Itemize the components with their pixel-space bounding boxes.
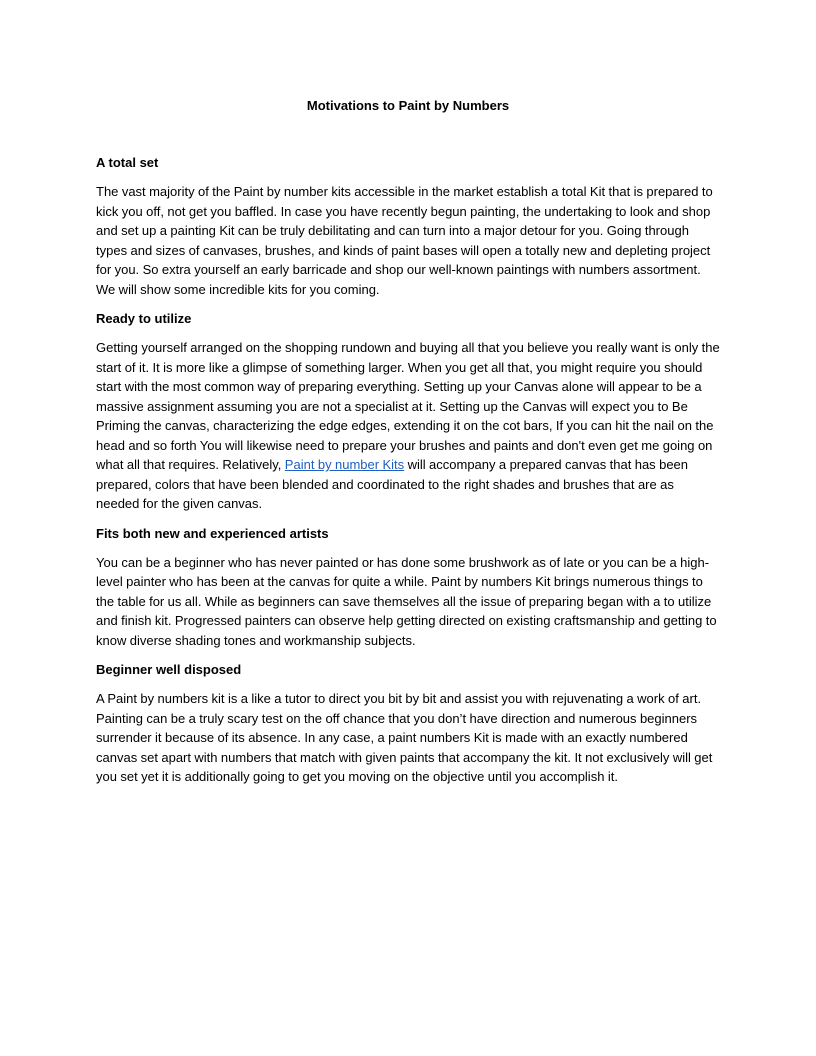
section-body-beginner-well-disposed: A Paint by numbers kit is a like a tutor to direct you bit by bit and assist you with rejuvenating a work of art. Painting can be a truly scary test on the off chance that you don’t have direction and numerous beginners surrender it because of its absence. In any case, a paint numbers Kit is made with an exactly numbered canvas set apart with numbers that match with given paints that accompany the kit. It not exclusively will get you set yet it is additionally going to get you moving on the objective until you accomplish it. <box>96 691 713 784</box>
section-heading-total-set: A total set <box>96 155 159 170</box>
section-body-total-set: The vast majority of the Paint by number kits accessible in the market establish a total Kit that is prepared to kick you off, not get you baffled. In case you have recently begun painting, the undertaking to look and shop and set up a painting Kit can be truly debilitating and can turn into a major detour for you. Going through types and sizes of canvases, brushes, and kinds of paint bases will open a totally new and depleting project for you. So extra yourself an early barricade and shop our well-known paintings with numbers assortment. We will show some incredible kits for you coming. <box>96 184 713 297</box>
paint-by-number-kits-link[interactable]: Paint by number Kits <box>284 457 405 472</box>
section-body-ready-to-utilize <box>96 338 720 514</box>
section-heading-beginner-well-disposed: Beginner well disposed <box>96 662 242 677</box>
section-heading-ready-to-utilize: Ready to utilize <box>96 311 192 326</box>
section-heading-new-and-experienced: Fits both new and experienced artists <box>96 525 329 541</box>
body-text-before-link: Getting yourself arranged on the shopping rundown and buying all that you believe you really want is only the start of it. It is more like a glimpse of something larger. When you get all that, you might require you should start with the most common way of preparing everything. Setting up your Canvas alone will appear to be a massive assignment assuming you are not a specialist at it. Setting up the Canvas will expect you to Be Priming the canvas, characterizing the edge edges, extending it on the cot bars, If you can hit the nail on the head and so forth You will likewise need to prepare your brushes and paints and don't even get me going on what all that requires. Relatively, <box>96 340 720 472</box>
section-body-new-and-experienced: You can be a beginner who has never painted or has done some brushwork as of late or you can be a high-level painter who has been at the canvas for quite a while. Paint by numbers Kit brings numerous things to the table for us all. While as beginners can save themselves all the issue of preparing began with a to utilize and finish kit. Progressed painters can observe help getting directed on existing craftsmanship and getting to know diverse shading tones and workmanship subjects. <box>96 554 717 648</box>
document-title: Motivations to Paint by Numbers <box>306 98 510 113</box>
document-page <box>96 96 720 797</box>
body-text-after-link: will accompany a prepared canvas that has been prepared, colors that have been blended and coordinated to the right shades and brushes that are as needed for the given canvas. <box>96 457 689 511</box>
title-spacer <box>96 115 720 153</box>
